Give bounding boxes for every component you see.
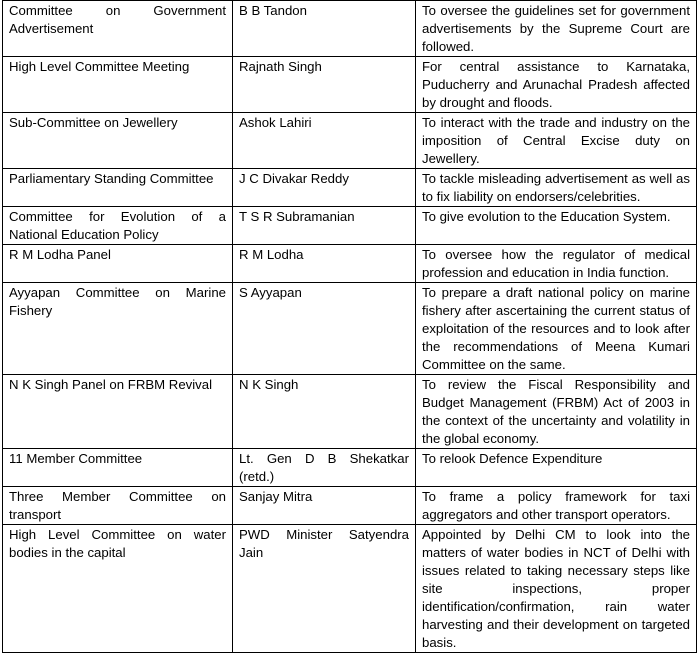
table-row — [3, 487, 697, 525]
committee-head: N K Singh — [233, 375, 416, 449]
committee-head: Ashok Lahiri — [233, 113, 416, 169]
committee-purpose: To oversee the guidelines set for government advertisements by the Supreme Court are followed. — [416, 1, 697, 57]
committee-head: B B Tandon — [233, 1, 416, 57]
committee-name: Committee on Government Advertisement — [3, 1, 233, 57]
committee-head: R M Lodha — [233, 245, 416, 283]
committee-purpose: To oversee how the regulator of medical profession and education in India function. — [416, 245, 697, 283]
committee-purpose: To frame a policy framework for taxi aggregators and other transport operators. — [416, 487, 697, 525]
committee-head: S Ayyapan — [233, 283, 416, 375]
committee-name: Parliamentary Standing Committee — [3, 169, 233, 207]
committee-purpose: To prepare a draft national policy on marine fishery after ascertaining the current status of exploitation of the resources and to look after the recommendations of Meena Kumari Committee on the same. — [416, 283, 697, 375]
committee-purpose: To review the Fiscal Responsibility and Budget Management (FRBM) Act of 2003 in the context of the uncertainty and volatility in the global economy. — [416, 375, 697, 449]
committee-name: High Level Committee Meeting — [3, 57, 233, 113]
committee-head: Rajnath Singh — [233, 57, 416, 113]
table-row — [3, 375, 697, 449]
table-row — [3, 113, 697, 169]
committee-head: Lt. Gen D B Shekatkar (retd.) — [233, 449, 416, 487]
committee-name: R M Lodha Panel — [3, 245, 233, 283]
committees-table — [2, 0, 697, 653]
committee-name: Three Member Committee on transport — [3, 487, 233, 525]
committee-name: Sub-Committee on Jewellery — [3, 113, 233, 169]
table-row — [3, 169, 697, 207]
committee-name: 11 Member Committee — [3, 449, 233, 487]
table-row — [3, 57, 697, 113]
table-row — [3, 449, 697, 487]
committee-head: Sanjay Mitra — [233, 487, 416, 525]
committee-purpose: To relook Defence Expenditure — [416, 449, 697, 487]
committee-purpose: To interact with the trade and industry on the imposition of Central Excise duty on Jewellery. — [416, 113, 697, 169]
table-row — [3, 1, 697, 57]
committee-head: PWD Minister Satyendra Jain — [233, 525, 416, 653]
committee-name: High Level Committee on water bodies in the capital — [3, 525, 233, 653]
committee-head: T S R Subramanian — [233, 207, 416, 245]
committee-name: N K Singh Panel on FRBM Revival — [3, 375, 233, 449]
table-row — [3, 207, 697, 245]
committee-purpose: Appointed by Delhi CM to look into the matters of water bodies in NCT of Delhi with issues related to taking necessary steps like site inspections, proper identification/confirmation, rain water harvesting and their development on targeted basis. — [416, 525, 697, 653]
committee-head: J C Divakar Reddy — [233, 169, 416, 207]
table-row — [3, 283, 697, 375]
table-row — [3, 245, 697, 283]
committee-name: Ayyapan Committee on Marine Fishery — [3, 283, 233, 375]
committee-purpose: For central assistance to Karnataka, Puducherry and Arunachal Pradesh affected by drought and floods. — [416, 57, 697, 113]
committee-purpose: To tackle misleading advertisement as well as to fix liability on endorsers/celebrities. — [416, 169, 697, 207]
table-row — [3, 525, 697, 653]
committee-name: Committee for Evolution of a National Education Policy — [3, 207, 233, 245]
committee-purpose: To give evolution to the Education System. — [416, 207, 697, 245]
